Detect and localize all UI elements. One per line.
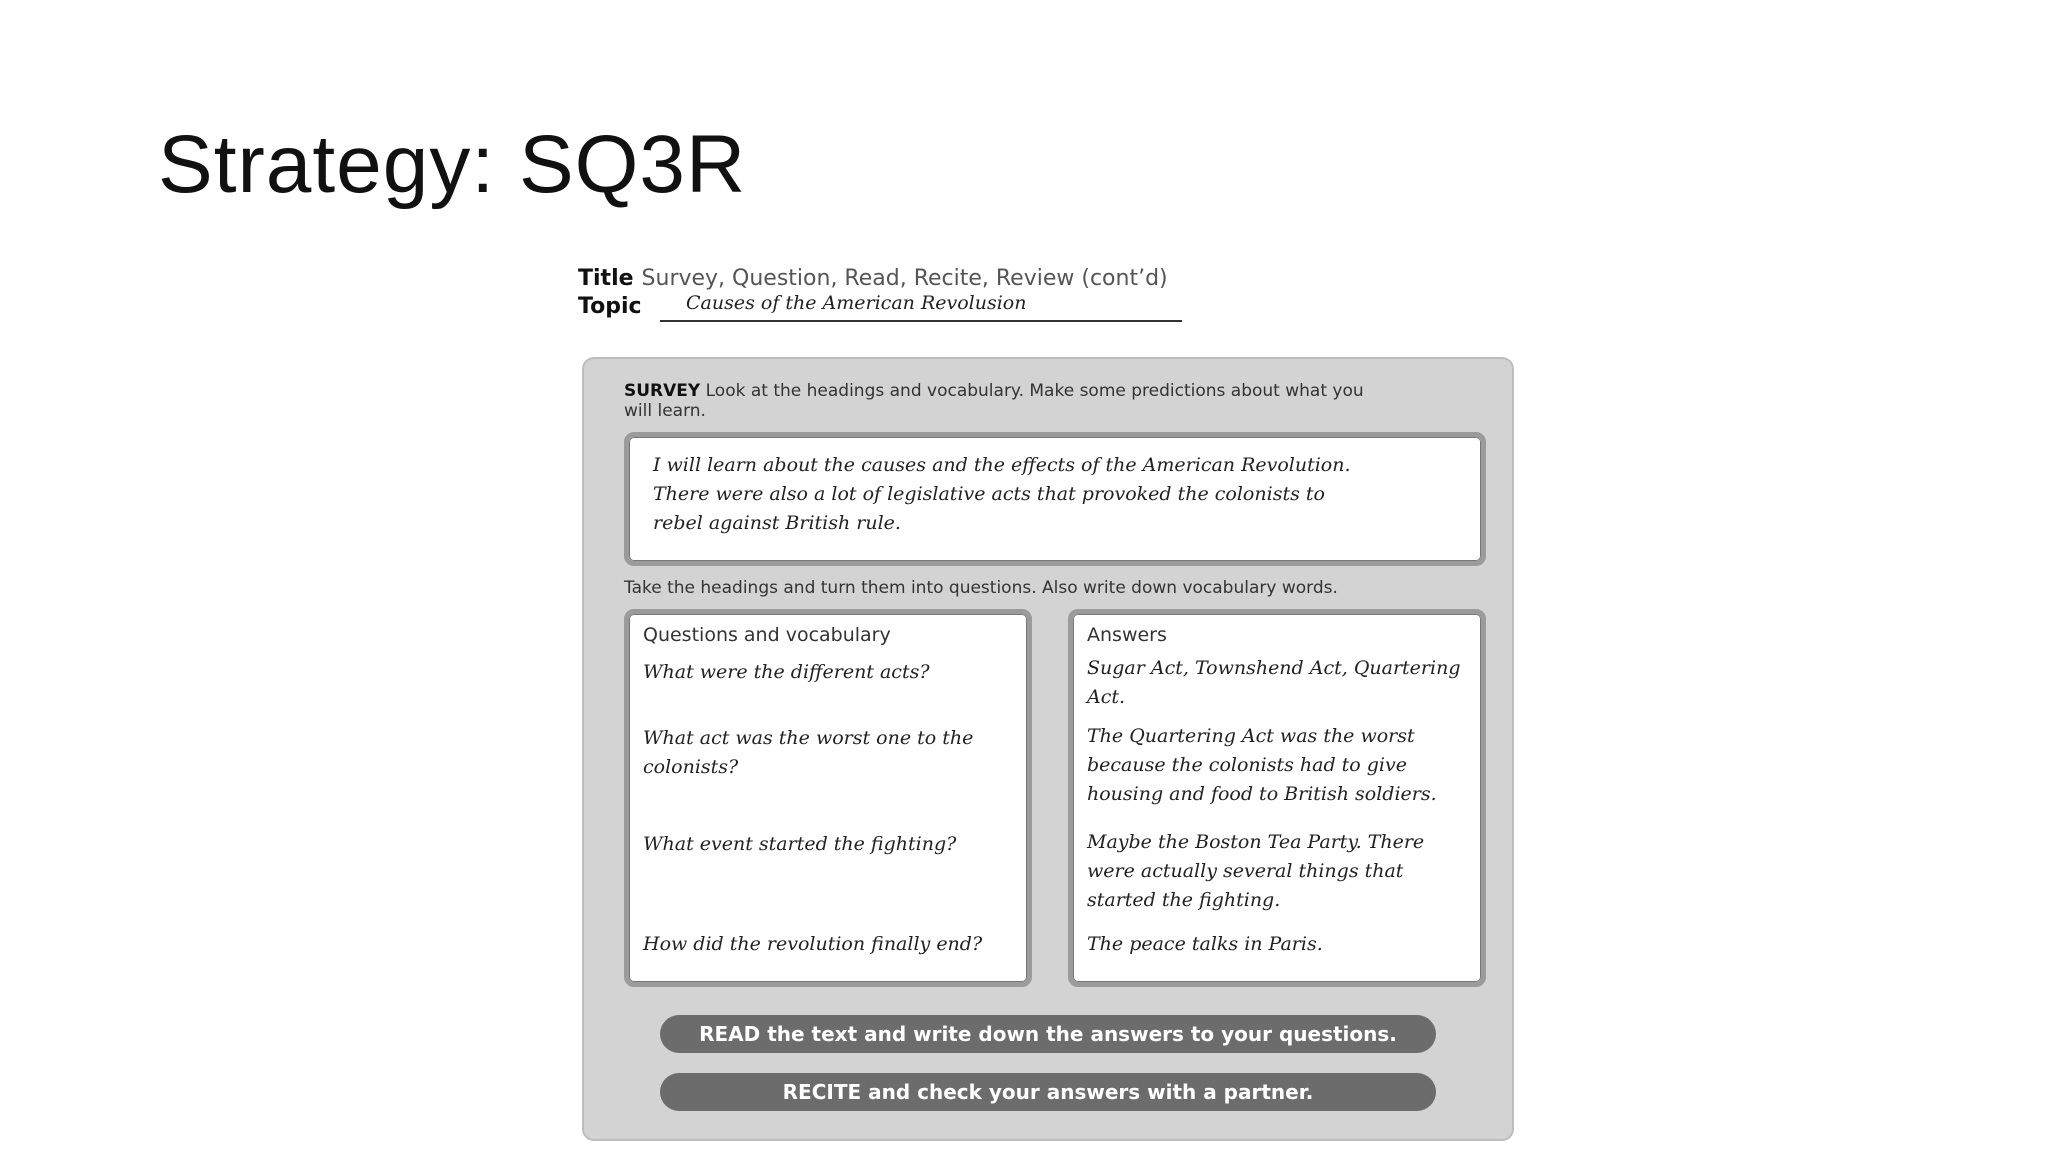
answer-item: Maybe the Boston Tea Party. There were actually several things that started the fighting. bbox=[1087, 831, 1425, 911]
question-item: What event started the fighting? bbox=[643, 833, 957, 855]
question-item: What act was the worst one to the colonists? bbox=[643, 727, 974, 778]
worksheet-title-row bbox=[578, 266, 1168, 291]
worksheet-topic-row bbox=[578, 292, 1027, 319]
answer-item: Sugar Act, Townshend Act, Quartering Act. bbox=[1087, 657, 1461, 708]
question-prompt: Take the headings and turn them into questions. Also write down vocabulary words. bbox=[624, 578, 1338, 598]
answers-header: Answers bbox=[1087, 624, 1167, 646]
questions-header: Questions and vocabulary bbox=[643, 624, 891, 646]
question-item: How did the revolution finally end? bbox=[643, 933, 983, 955]
question-item: What were the different acts? bbox=[643, 661, 930, 683]
answer-item: The Quartering Act was the worst because the colonists had to give housing and food to British soldiers. bbox=[1087, 725, 1437, 805]
survey-prompt bbox=[624, 381, 1384, 421]
topic-value: Causes of the American Revolusion bbox=[686, 292, 1027, 314]
survey-answer-line: There were also a lot of legislative acts that provoked the colonists to bbox=[653, 483, 1325, 505]
topic-label: Topic bbox=[578, 294, 642, 319]
topic-line bbox=[660, 292, 1182, 322]
survey-answer-line: rebel against British rule. bbox=[653, 512, 901, 534]
survey-answer-line: I will learn about the causes and the effects of the American Revolution. bbox=[653, 454, 1351, 476]
read-instruction-bar: READ the text and write down the answers to your questions. bbox=[660, 1015, 1436, 1053]
title-label: Title bbox=[578, 266, 634, 291]
slide-title: Strategy: SQ3R bbox=[158, 119, 747, 210]
worksheet-title: Survey, Question, Read, Recite, Review (cont’d) bbox=[641, 266, 1168, 291]
worksheet-panel bbox=[582, 357, 1514, 1141]
questions-box bbox=[624, 609, 1032, 987]
survey-answer-box bbox=[624, 432, 1486, 566]
survey-answer bbox=[653, 451, 1463, 538]
sq3r-worksheet bbox=[578, 262, 1508, 1138]
recite-instruction-bar: RECITE and check your answers with a partner. bbox=[660, 1073, 1436, 1111]
survey-label: SURVEY bbox=[624, 381, 701, 401]
answers-box bbox=[1068, 609, 1486, 987]
survey-instructions: Look at the headings and vocabulary. Make some predictions about what you will learn. bbox=[624, 381, 1364, 421]
answer-item: The peace talks in Paris. bbox=[1087, 933, 1323, 955]
